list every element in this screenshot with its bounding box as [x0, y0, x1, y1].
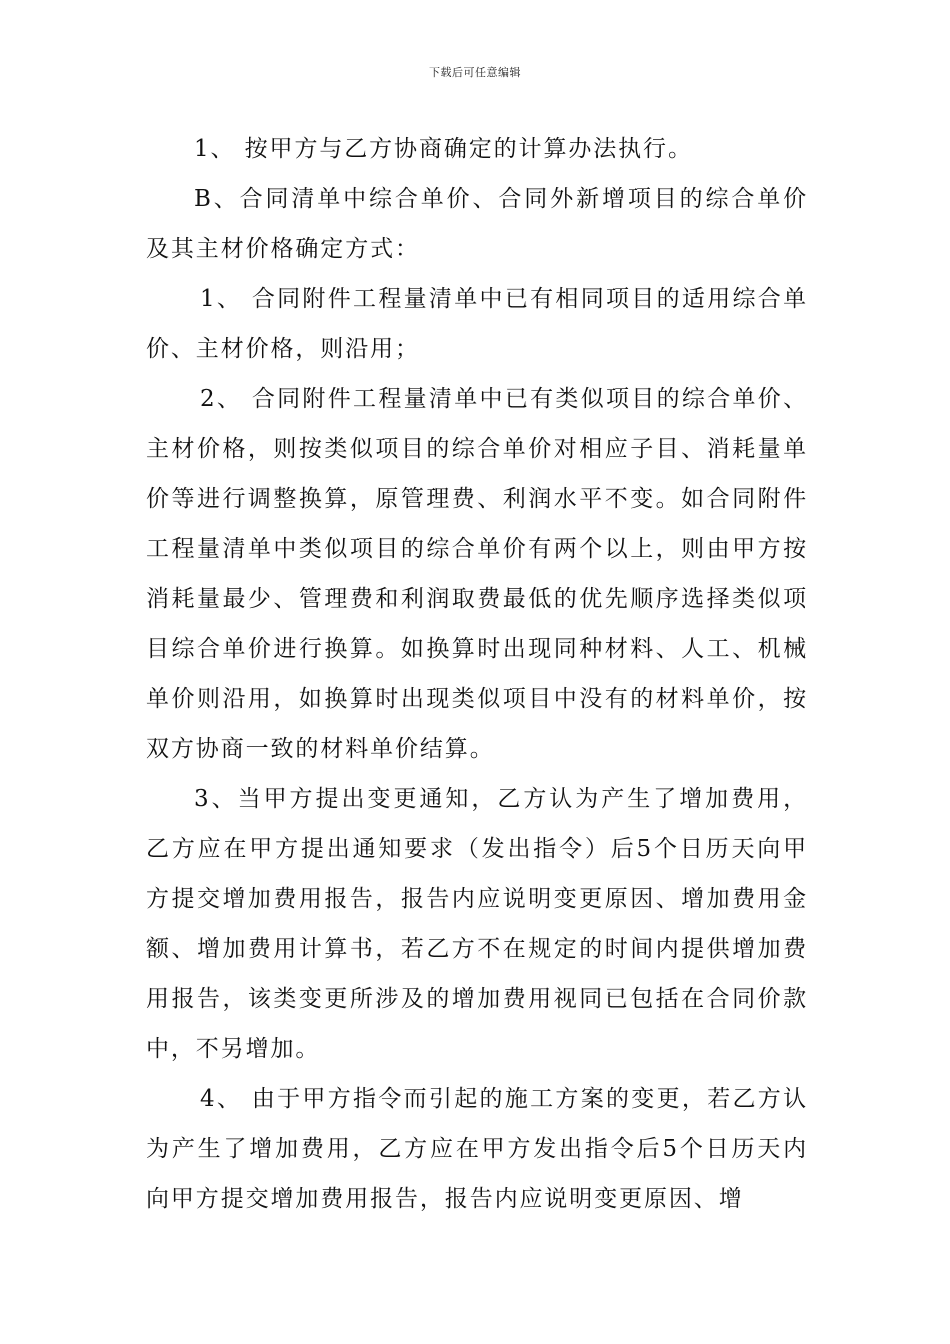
paragraph-section-b: B、合同清单中综合单价、合同外新增项目的综合单价及其主材价格确定方式：: [146, 186, 808, 262]
paragraph-b-item-1: 1、 合同附件工程量清单中已有相同项目的适用综合单价、主材价格，则沿用；: [146, 286, 808, 362]
paragraph-item-3: 3、当甲方提出变更通知，乙方认为产生了增加费用，乙方应在甲方提出通知要求（发出指令）后5个日历天向甲方提交增加费用报告，报告内应说明变更原因、增加费用金额、增加费用计算书，若乙方不在规定的时间内提供增加费用报告，该类变更所涉及的增加费用视同已包括在合同价款中，不另增加。: [146, 786, 808, 1062]
document-body: [146, 124, 808, 1224]
page-header-note: 下载后可任意编辑: [429, 66, 521, 79]
paragraph-a-item-1: 1、 按甲方与乙方协商确定的计算办法执行。: [194, 136, 693, 162]
paragraph-item-4: 4、 由于甲方指令而引起的施工方案的变更，若乙方认为产生了增加费用，乙方应在甲方发出指令后5个日历天内向甲方提交增加费用报告，报告内应说明变更原因、增: [146, 1086, 808, 1212]
paragraph-b-item-2: 2、 合同附件工程量清单中已有类似项目的综合单价、主材价格，则按类似项目的综合单价对相应子目、消耗量单价等进行调整换算，原管理费、利润水平不变。如合同附件工程量清单中类似项目的综合单价有两个以上，则由甲方按消耗量最少、管理费和利润取费最低的优先顺序选择类似项目综合单价进行换算。如换算时出现同种材料、人工、机械单价则沿用，如换算时出现类似项目中没有的材料单价，按双方协商一致的材料单价结算。: [146, 386, 808, 762]
